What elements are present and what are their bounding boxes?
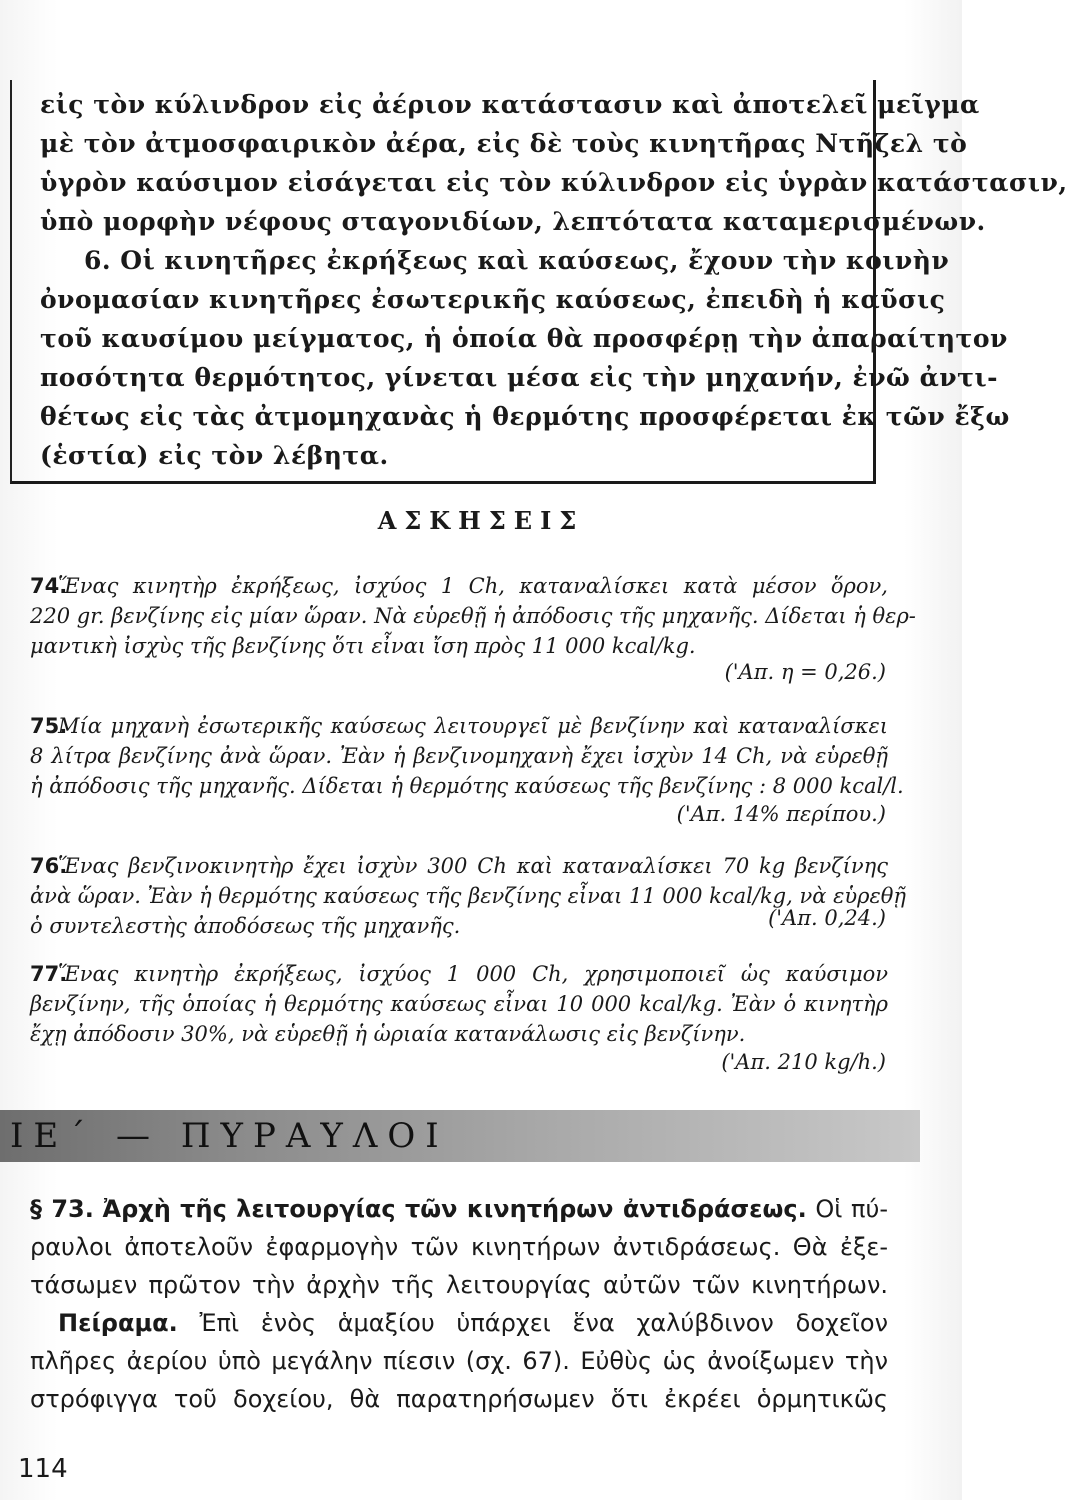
exercise-line: ἔχῃ ἀπόδοσιν 30%, νὰ εὑρεθῇ ἡ ὡριαία κατανάλωσις εἰς βενζίνην.: [30, 1022, 746, 1046]
section-line: τάσωμεν πρῶτον τὴν ἀρχὴν τῆς λειτουργίας αὐτῶν τῶν κινητήρων.: [30, 1271, 888, 1299]
section-line: ραυλοι ἀποτελοῦν ἐφαρμογὴν τῶν κινητήρων ἀντιδράσεως. Θὰ ἐξε-: [30, 1233, 888, 1261]
exercise-text: Μία μηχανὴ ἐσωτερικῆς καύσεως λειτουργεῖ μὲ βενζίνην καὶ καταναλίσκει: [58, 714, 888, 738]
exercise-text: Ἕνας βενζινοκινητὴρ ἔχει ἰσχὺν 300 Ch καὶ καταναλίσκει 70 kg βενζίνης: [58, 854, 888, 878]
exercise-line: [30, 572, 888, 600]
exercise-number: 75.: [30, 714, 68, 738]
exercise-answer: ('Απ. 14% περίπου.): [676, 802, 886, 826]
exercises-heading: ΑΣΚΗΣΕΙΣ: [377, 506, 585, 535]
exercise-line: [30, 852, 888, 880]
boxed-line: τοῦ καυσίμου μείγματος, ἡ ὁποία θὰ προσφέρῃ τὴν ἀπαραίτητον: [40, 324, 1008, 353]
experiment-line: [58, 1308, 888, 1338]
exercise-line: ἀνὰ ὥραν. Ἐὰν ἡ θερμότης καύσεως τῆς βενζίνης εἶναι 11 000 kcal/kg, νὰ εὑρεθῇ: [30, 884, 906, 908]
boxed-line: 6. Οἱ κινητῆρες ἐκρήξεως καὶ καύσεως, ἔχουν τὴν κοινὴν: [84, 246, 950, 275]
section-title: Ἀρχὴ τῆς λειτουργίας τῶν κινητήρων ἀντιδράσεως.: [102, 1195, 807, 1223]
boxed-line: ὑπὸ μορφὴν νέφους σταγονιδίων, λεπτότατα καταμερισμένων.: [40, 207, 986, 236]
boxed-line: μὲ τὸν ἀτμοσφαιρικὸν ἀέρα, εἰς δὲ τοὺς κινητῆρας Ντῆζελ τὸ: [40, 129, 968, 158]
boxed-line: εἰς τὸν κύλινδρον εἰς ἀέριον κατάστασιν καὶ ἀποτελεῖ μεῖγμα: [40, 90, 980, 119]
exercise-line: ἡ ἀπόδοσις τῆς μηχανῆς. Δίδεται ἡ θερμότης καύσεως τῆς βενζίνης : 8 000 kcal/l.: [30, 774, 904, 798]
experiment-text: Ἐπὶ ἑνὸς ἁμαξίου ὑπάρχει ἕνα χαλύβδινον δοχεῖον: [199, 1309, 888, 1337]
boxed-line: (ἑστία) εἰς τὸν λέβητα.: [40, 441, 389, 470]
experiment-line: πλῆρες ἀερίου ὑπὸ μεγάλην πίεσιν (σχ. 67). Εὐθὺς ὡς ἀνοίξωμεν τὴν: [30, 1347, 888, 1375]
experiment-line: στρόφιγγα τοῦ δοχείου, θὰ παρατηρήσωμεν ὅτι ἐκρέει ὁρμητικῶς: [30, 1385, 888, 1413]
exercise-text: Ἕνας κινητὴρ ἐκρήξεως, ἰσχύος 1 000 Ch, χρησιμοποιεῖ ὡς καύσιμον: [58, 962, 888, 986]
section-line: [30, 1194, 888, 1224]
exercise-answer: ('Απ. η = 0,26.): [724, 660, 886, 684]
boxed-line: ὀνομασίαν κινητῆρες ἐσωτερικῆς καύσεως, ἐπειδὴ ἡ καῦσις: [40, 285, 946, 314]
exercise-text: Ἕνας κινητὴρ ἐκρήξεως, ἰσχύος 1 Ch, καταναλίσκει κατὰ μέσον ὅρον,: [58, 574, 888, 598]
chapter-title: ΙΕ΄ — ΠΥΡΑΥΛΟΙ: [10, 1116, 449, 1156]
section-text: Οἱ πύ-: [815, 1195, 889, 1223]
boxed-line: ποσότητα θερμότητος, γίνεται μέσα εἰς τὴν μηχανήν, ἐνῶ ἀντι-: [40, 363, 998, 392]
exercise-line: μαντικὴ ἰσχὺς τῆς βενζίνης ὅτι εἶναι ἴση πρὸς 11 000 kcal/kg.: [30, 634, 696, 658]
boxed-passage: [10, 80, 1068, 484]
exercise-answer: ('Απ. 0,24.): [768, 906, 886, 930]
exercise-line: 8 λίτρα βενζίνης ἀνὰ ὥραν. Ἐὰν ἡ βενζινομηχανὴ ἔχει ἰσχὺν 14 Ch, νὰ εὑρεθῇ: [30, 744, 888, 768]
exercise-line: βενζίνην, τῆς ὁποίας ἡ θερμότης καύσεως εἶναι 10 000 kcal/kg. Ἐὰν ὁ κινητὴρ: [30, 992, 888, 1016]
exercise-line: [30, 960, 888, 988]
boxed-line: θέτως εἰς τὰς ἀτμομηχανὰς ἡ θερμότης προσφέρεται ἐκ τῶν ἔξω: [40, 402, 1010, 431]
section-number: § 73.: [30, 1195, 94, 1223]
exercise-answer: ('Απ. 210 kg/h.): [721, 1050, 886, 1074]
exercise-number: 74.: [30, 574, 68, 598]
exercise-number: 77.: [30, 962, 68, 986]
page-number: 114: [18, 1454, 68, 1484]
boxed-line: ὑγρὸν καύσιμον εἰσάγεται εἰς τὸν κύλινδρον εἰς ὑγρὰν κατάστασιν,: [40, 168, 1068, 197]
exercise-number: 76.: [30, 854, 68, 878]
exercise-line: 220 gr. βενζίνης εἰς μίαν ὥραν. Νὰ εὑρεθῇ ἡ ἀπόδοσις τῆς μηχανῆς. Δίδεται ἡ θερ-: [30, 604, 916, 628]
exercise-line: ὁ συντελεστὴς ἀποδόσεως τῆς μηχανῆς.: [30, 914, 461, 938]
exercise-line: [30, 712, 888, 740]
experiment-label: Πείραμα.: [58, 1309, 178, 1337]
